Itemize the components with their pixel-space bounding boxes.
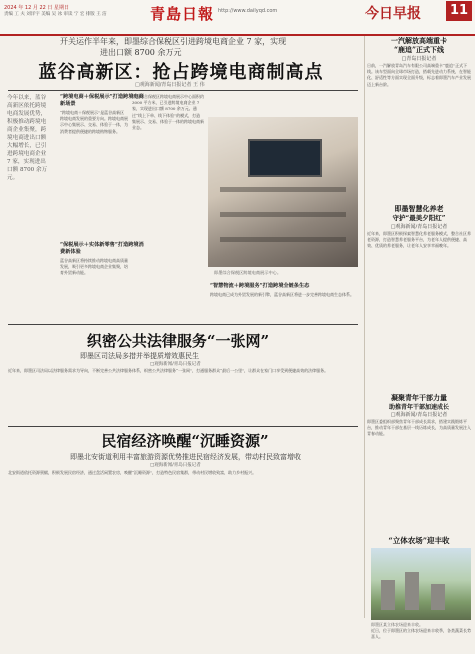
photo-greenhouse (431, 584, 445, 610)
sidebar-headline-1: 一汽解放高端重卡 (391, 36, 447, 45)
main-photo-caption: 即墨综合保税区跨境电商展示中心。 (214, 270, 282, 275)
sidebar-column (364, 36, 473, 639)
sidebar-photo-caption: 即墨区某立体农场迎来丰收。 (371, 622, 423, 627)
main-kicker-line2: 进出口额 8700 余万元 (100, 48, 182, 57)
main-byline: □观海新闻/青岛日报记者 王 伟 (135, 82, 205, 88)
article-column-3: 蓝谷高新区将持续推动跨境电商高质量发展，吸引更多跨境电商企业集聚，培育外贸新动能。 (60, 258, 128, 276)
photo-display-screen (248, 139, 322, 177)
article-column-2: 即墨综合保税区跨境电商展示中心面积约 3000 平方米，已引进跨境电商企业 7 家，实现进出口额 8700 余万元。通过“线上下单、线下体验”的模式，打造集展示、交易、体验于一体的跨境电商新业态。 (132, 94, 204, 131)
sidebar-byline-1: □青岛日报记者 (401, 56, 437, 62)
main-lead-paragraph: 今年以来，蓝谷高新区依托跨境电商发展优势，积极推动跨境电商企业集聚，跨境电商进出口额大幅增长，已引进跨境电商企业 7 家，实现进出口额 8700 余万元。 (7, 95, 48, 181)
sidebar-photo (371, 548, 471, 620)
photo-shelf (220, 237, 346, 242)
sidebar-article-3: 即墨区委组织部聚焦青年干部成长需求，搭建实践锻炼平台，推动青年干部在基层一线历练成长，为高质量发展注入青春动能。 (367, 419, 471, 437)
sidebar-headline-2: 即墨智慧化养老 (394, 204, 444, 213)
newspaper-logo: 青島日報 (150, 5, 215, 23)
article-legal-services: 近年来，即墨区司法局以法律服务需求为导向，不断完善公共法律服务体系，织密公共法律服务“一张网”，打通服务群众“最后一公里”，让群众在家门口享受到便捷高效的法律服务。 (8, 368, 329, 373)
subheading-1: “跨境电商＋保税展示”打造跨境电商新场景 (60, 94, 144, 107)
divider (8, 324, 358, 325)
page-number: 11 (446, 1, 472, 21)
photo-shelf (220, 212, 346, 217)
issue-date: 2024 年 12 月 22 日 星期日 (4, 5, 69, 11)
sidebar-byline-2: □观海新闻/青岛日报记者 (390, 224, 448, 230)
sidebar-headline-1b: “鹿追”正式下线 (393, 45, 445, 54)
deck-homestay: 即墨北安街道利用丰富旅游资源优势推进民宿经济发展，带动村民致富增收 (70, 453, 301, 461)
editor-credits: 责编 工 夫 刘洋宇 美编 吴 冰 审读 宁 宏 排版 王 洁 (4, 12, 107, 17)
main-photo (208, 117, 358, 267)
main-kicker: 开关运作半年来，即墨综合保税区引进跨境电商企业 7 家，实现 (60, 37, 287, 46)
main-headline: 蓝谷高新区：抢占跨境电商制高点 (38, 62, 324, 83)
sidebar-byline-3: □观海新闻/青岛日报记者 (390, 412, 448, 418)
article-homestay: 北安街道依托资源禀赋，积极发展民宿经济，通过盘活闲置农房，唤醒“沉睡资源”，打造特色民宿集群，带动村民增收致富，助力乡村振兴。 (8, 470, 257, 475)
deck-legal-services: 即墨区司法局多措并举提质增效惠民生 (80, 352, 199, 360)
sidebar-headline-2b: 守护“最美夕阳红” (392, 214, 446, 222)
byline-legal-services: □观海新闻/青岛日报记者 (150, 362, 201, 367)
sidebar-headline-3: 凝聚青年干部力量 (391, 393, 447, 402)
photo-greenhouse (405, 572, 419, 610)
subheading-2: “保税展示＋实体新零售”打造跨境消费新体验 (60, 242, 144, 255)
sidebar-article-2: 近年来，即墨区积极探索智慧化养老服务模式，整合社区养老资源，打造智慧养老服务平台，为老年人提供便捷、高效、优质的养老服务，让老年人安享幸福晚年。 (367, 231, 471, 249)
sidebar-headline-4: “立体农场”迎丰收 (388, 536, 450, 545)
article-column-1: “跨境电商＋保税展示”是蓝谷高新区跨境电商发展的重要方向。跨境电商展示中心集展示、交易、体验于一体，为消费者提供便捷的跨境购物服务。 (60, 110, 128, 134)
subheading-3: “智慧物流＋跨境服务”打造跨境全链条生态 (210, 283, 310, 289)
masthead (0, 0, 475, 36)
photo-greenhouse (381, 580, 395, 610)
photo-shelf (220, 187, 346, 192)
sidebar-article-1: 日前，一汽解放青岛汽车有限公司高端重卡“鹿追”正式下线。该车型面向全球市场打造，搭载先进动力系统，在智能化、舒适性等方面实现全面升级，标志着即墨汽车产业发展迈上新台阶。 (367, 63, 471, 87)
website-link[interactable]: http://www.dailyqd.com (218, 8, 278, 14)
article-column-4: 跨境电商已成为外贸发展的新引擎，蓝谷高新区将进一步完善跨境电商生态体系。 (210, 292, 354, 297)
headline-legal-services: 织密公共法律服务“一张网” (86, 332, 270, 350)
divider (8, 90, 358, 91)
sidebar-headline-3b: 助推青年干部加速成长 (388, 404, 449, 411)
headline-homestay: 民宿经济唤醒“沉睡资源” (101, 432, 269, 450)
section-title: 今日早报 (365, 6, 421, 22)
divider (8, 426, 358, 427)
sidebar-article-4: 近日，位于即墨区的立体农场迎来丰收季，各类蔬菜长势喜人。 (371, 628, 471, 639)
byline-homestay: □观海新闻/青岛日报记者 (150, 463, 201, 468)
